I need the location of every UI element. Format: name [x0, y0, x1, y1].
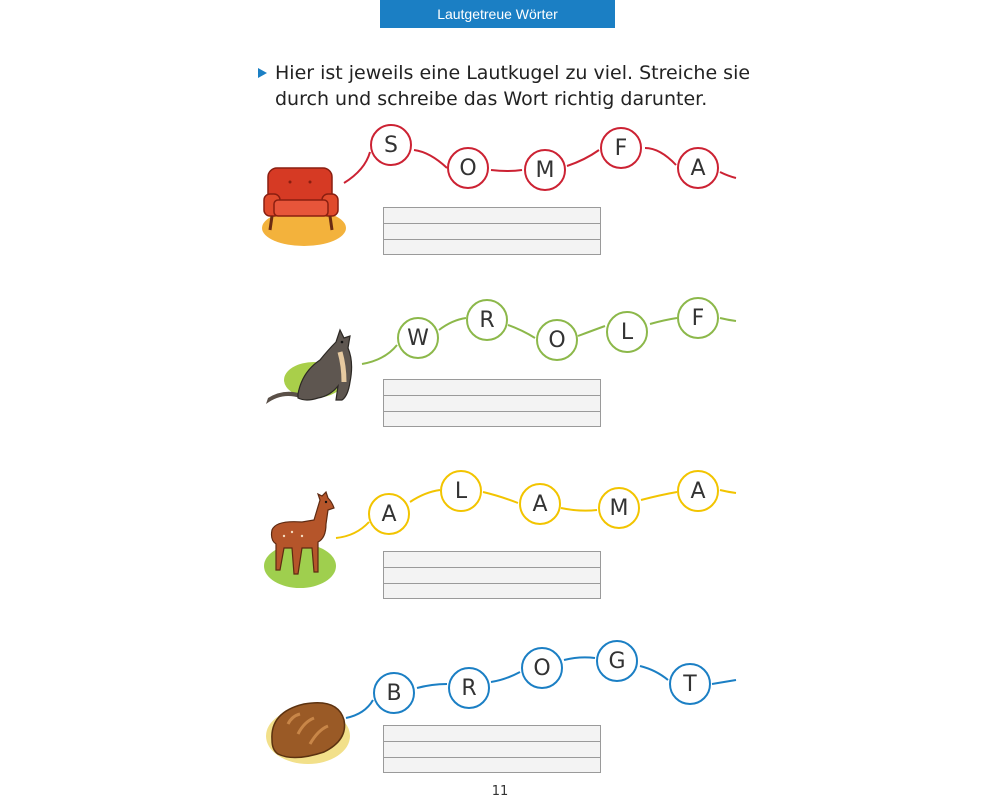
- wolf-icon: [262, 322, 364, 410]
- letter-bead[interactable]: F: [677, 297, 719, 339]
- instruction: [258, 60, 778, 112]
- letter-bead[interactable]: A: [519, 483, 561, 525]
- answer-field[interactable]: [383, 207, 601, 255]
- letter-bead[interactable]: B: [373, 672, 415, 714]
- letter-bead[interactable]: F: [600, 127, 642, 169]
- sofa-icon: [258, 160, 350, 250]
- letter-bead[interactable]: O: [447, 147, 489, 189]
- answer-field[interactable]: [383, 379, 601, 427]
- letter-bead[interactable]: L: [440, 470, 482, 512]
- letter-bead[interactable]: A: [677, 147, 719, 189]
- bullet-arrow-icon: [258, 68, 267, 78]
- page-number: 11: [491, 784, 509, 799]
- header-bar: [380, 0, 615, 28]
- letter-bead[interactable]: G: [596, 640, 638, 682]
- letter-bead[interactable]: O: [536, 319, 578, 361]
- letter-bead[interactable]: A: [368, 493, 410, 535]
- letter-bead[interactable]: M: [524, 149, 566, 191]
- letter-bead[interactable]: S: [370, 124, 412, 166]
- answer-field[interactable]: [383, 725, 601, 773]
- letter-bead[interactable]: A: [677, 470, 719, 512]
- header-title: Lautgetreue Wörter: [437, 6, 558, 22]
- letter-bead[interactable]: W: [397, 317, 439, 359]
- letter-bead[interactable]: O: [521, 647, 563, 689]
- letter-bead[interactable]: L: [606, 311, 648, 353]
- letter-bead[interactable]: T: [669, 663, 711, 705]
- llama-icon: [262, 490, 342, 590]
- answer-field[interactable]: [383, 551, 601, 599]
- letter-bead[interactable]: R: [448, 667, 490, 709]
- letter-bead[interactable]: M: [598, 487, 640, 529]
- bread-icon: [264, 690, 350, 766]
- instruction-text: Hier ist jeweils eine Lautkugel zu viel. Streiche sie durch und schreibe das Wort richtig darunter.: [275, 62, 751, 110]
- letter-bead[interactable]: R: [466, 299, 508, 341]
